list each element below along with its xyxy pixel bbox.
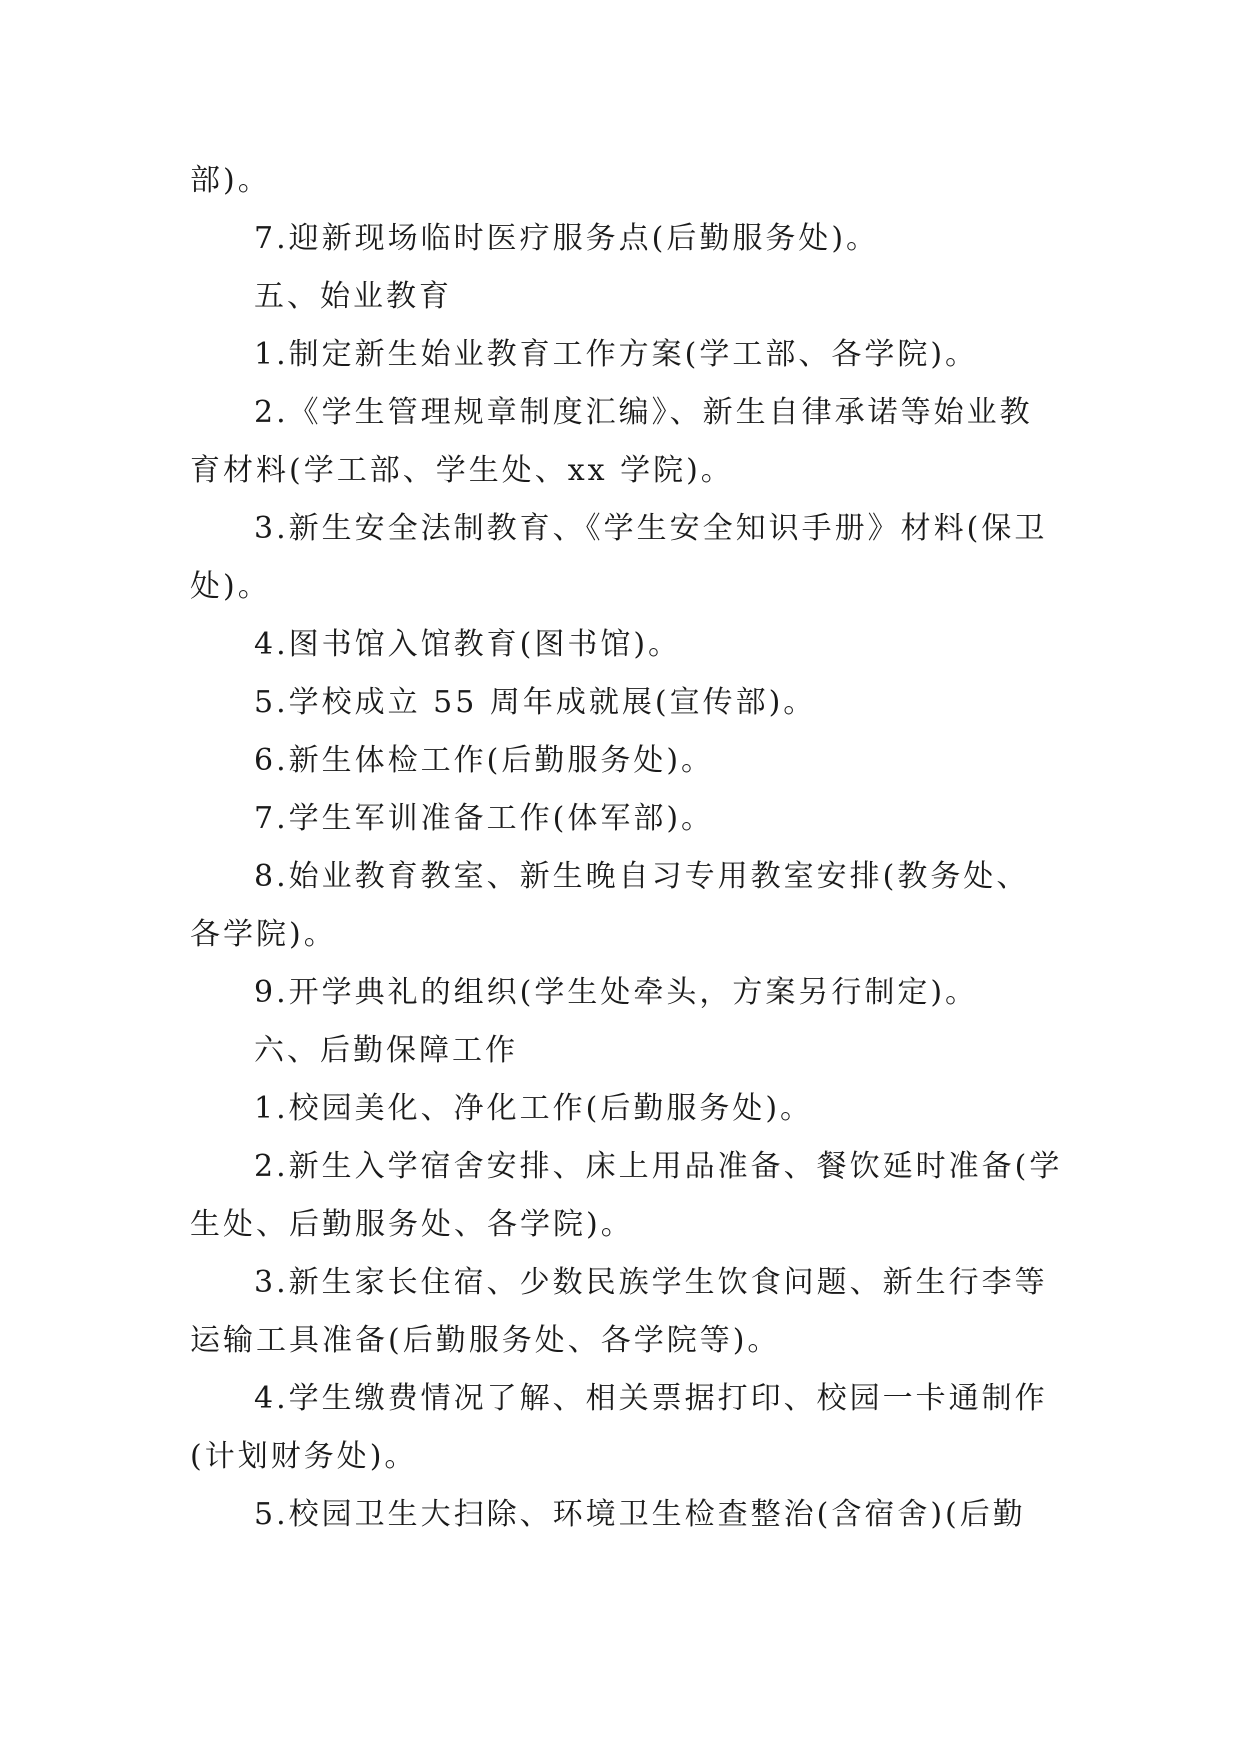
text-line: 各学院)。 bbox=[190, 917, 337, 952]
text-line: 7.学生军训准备工作(体军部)。 bbox=[254, 801, 715, 836]
text-line: 育材料(学工部、学生处、xx 学院)。 bbox=[190, 453, 734, 488]
text-line: 运输工具准备(后勤服务处、各学院等)。 bbox=[190, 1323, 781, 1358]
text-line: 5.校园卫生大扫除、环境卫生检查整治(含宿舍)(后勤 bbox=[254, 1497, 1026, 1532]
section-heading: 五、始业教育 bbox=[254, 279, 452, 314]
text-line: 部)。 bbox=[190, 163, 271, 198]
text-line: 4.学生缴费情况了解、相关票据打印、校园一卡通制作 bbox=[254, 1381, 1048, 1416]
text-line: 1.制定新生始业教育工作方案(学工部、各学院)。 bbox=[254, 337, 979, 372]
text-line: 生处、后勤服务处、各学院)。 bbox=[190, 1207, 634, 1242]
text-line: (计划财务处)。 bbox=[190, 1439, 418, 1474]
text-line: 7.迎新现场临时医疗服务点(后勤服务处)。 bbox=[254, 221, 880, 256]
text-line: 1.校园美化、净化工作(后勤服务处)。 bbox=[254, 1091, 814, 1126]
text-line: 2.《学生管理规章制度汇编》、新生自律承诺等始业教 bbox=[254, 395, 1033, 430]
section-heading: 六、后勤保障工作 bbox=[254, 1033, 518, 1068]
text-line: 9.开学典礼的组织(学生处牵头，方案另行制定)。 bbox=[254, 975, 979, 1010]
text-line: 5.学校成立 55 周年成就展(宣传部)。 bbox=[254, 685, 817, 720]
text-line: 6.新生体检工作(后勤服务处)。 bbox=[254, 743, 715, 778]
document-body bbox=[190, 152, 1063, 1544]
text-line: 4.图书馆入馆教育(图书馆)。 bbox=[254, 627, 682, 662]
text-line: 2.新生入学宿舍安排、床上用品准备、餐饮延时准备(学 bbox=[254, 1149, 1063, 1184]
text-line: 3.新生家长住宿、少数民族学生饮食问题、新生行李等 bbox=[254, 1265, 1048, 1300]
text-line: 3.新生安全法制教育、《学生安全知识手册》材料(保卫 bbox=[254, 511, 1048, 546]
text-line: 8.始业教育教室、新生晚自习专用教室安排(教务处、 bbox=[254, 859, 1030, 894]
text-line: 处)。 bbox=[190, 569, 271, 604]
